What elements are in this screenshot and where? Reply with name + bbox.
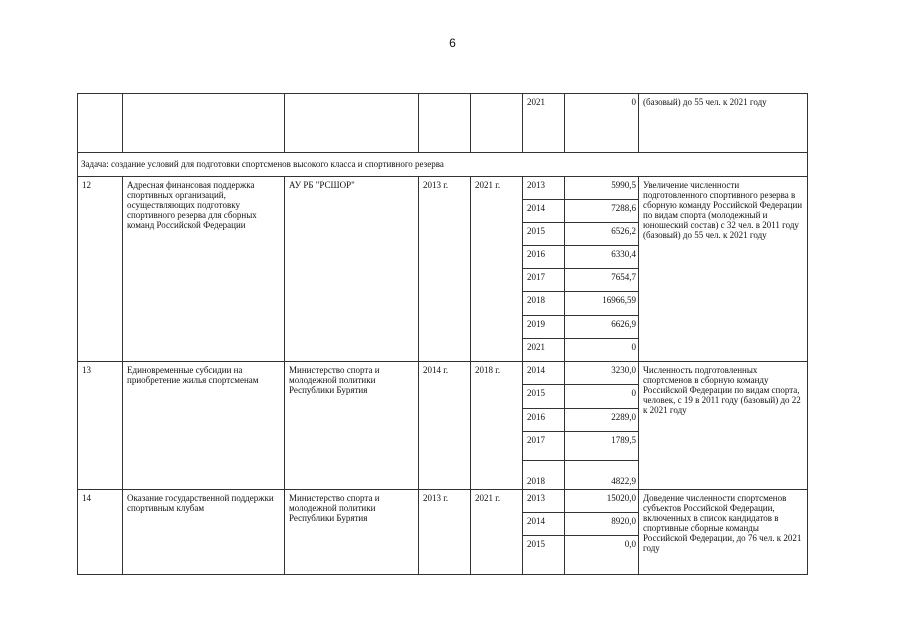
- cell-amount: 5990,5: [565, 177, 639, 200]
- cell-amount: 8920,0: [565, 513, 639, 536]
- cell-amount: 15020,0: [565, 490, 639, 513]
- cell-year: 2019: [523, 316, 565, 339]
- cell-amount: 6526,2: [565, 223, 639, 246]
- cell-year: 2015: [523, 223, 565, 246]
- cell-num: 13: [78, 362, 123, 490]
- cell-year: 2017: [523, 432, 565, 461]
- cell-year: 2017: [523, 269, 565, 292]
- cell-year: 2021: [523, 94, 565, 153]
- cell-amount: 16966,59: [565, 292, 639, 316]
- cell-year: 2013: [523, 490, 565, 513]
- cell-year: 2014: [523, 362, 565, 385]
- cell-year: 2016: [523, 246, 565, 269]
- cell-amount: 6626,9: [565, 316, 639, 339]
- cell-year: 2015: [523, 385, 565, 409]
- cell-year: 2014: [523, 513, 565, 536]
- cell-amount: 6330,4: [565, 246, 639, 269]
- cell-start: [419, 94, 471, 153]
- cell-year: 2018: [523, 292, 565, 316]
- cell-amount: 0: [565, 385, 639, 409]
- cell-year: 2013: [523, 177, 565, 200]
- cell-year: 2021: [523, 339, 565, 362]
- cell-end: 2018 г.: [471, 362, 523, 490]
- cell-start: 2013 г.: [419, 490, 471, 575]
- cell-end: [471, 94, 523, 153]
- cell-end: 2021 г.: [471, 490, 523, 575]
- table-row: [78, 490, 808, 513]
- cell-executor: Министерство спорта и молодежной политики Республики Бурятия: [285, 362, 419, 490]
- cell-result: Доведение численности спортсменов субъектов Российской Федерации, включенных в список кандидатов в спортивные сборные команды Российской Федерации, до 76 чел. к 2021 году: [639, 490, 808, 575]
- cell-num: 14: [78, 490, 123, 575]
- cell-year: 2015: [523, 536, 565, 575]
- table-row: [78, 362, 808, 385]
- page-number: 6: [449, 36, 456, 50]
- cell-name: Единовременные субсидии на приобретение жилья спортсменам: [123, 362, 285, 490]
- cell-result: Численность подготовленных спортсменов в сборную команду Российской Федерации по видам спорта, человек, с 19 в 2011 году (базовый) до 22 к 2021 году: [639, 362, 808, 490]
- table-row: [78, 94, 808, 153]
- cell-amount: 1789,5: [565, 432, 639, 461]
- cell-executor: АУ РБ "РСШОР": [285, 177, 419, 362]
- cell-amount: 7654,7: [565, 269, 639, 292]
- cell-name: Оказание государственной поддержки спортивным клубам: [123, 490, 285, 575]
- cell-start: 2014 г.: [419, 362, 471, 490]
- cell-end: 2021 г.: [471, 177, 523, 362]
- cell-amount: 0: [565, 94, 639, 153]
- cell-amount: 0,0: [565, 536, 639, 575]
- cell-executor: [285, 94, 419, 153]
- cell-year: 2018: [523, 461, 565, 490]
- cell-result: (базовый) до 55 чел. к 2021 году: [639, 94, 808, 153]
- cell-year: 2014: [523, 200, 565, 223]
- task-header: Задача: создание условий для подготовки спортсменов высокого класса и спортивного резерва: [78, 153, 808, 177]
- program-table: [77, 93, 808, 575]
- cell-start: 2013 г.: [419, 177, 471, 362]
- table-row: [78, 177, 808, 200]
- cell-amount: 4822,9: [565, 461, 639, 490]
- cell-amount: 0: [565, 339, 639, 362]
- cell-num: [78, 94, 123, 153]
- cell-year: 2016: [523, 409, 565, 432]
- cell-num: 12: [78, 177, 123, 362]
- cell-amount: 7288,6: [565, 200, 639, 223]
- cell-result: Увеличение численности подготовленного спортивного резерва в сборную команду Российской Федерации по видам спорта (молодежный и юношеский состав) с 32 чел. в 2011 году (базовый) до 55 чел. к 2021 году: [639, 177, 808, 362]
- task-header-row: [78, 153, 808, 177]
- cell-name: [123, 94, 285, 153]
- cell-name: Адресная финансовая поддержка спортивных организаций, осуществляющих подготовку спортивного резерва для сборных команд Российской Федерации: [123, 177, 285, 362]
- cell-executor: Министерство спорта и молодежной политики Республики Бурятия: [285, 490, 419, 575]
- cell-amount: 2289,0: [565, 409, 639, 432]
- cell-amount: 3230,0: [565, 362, 639, 385]
